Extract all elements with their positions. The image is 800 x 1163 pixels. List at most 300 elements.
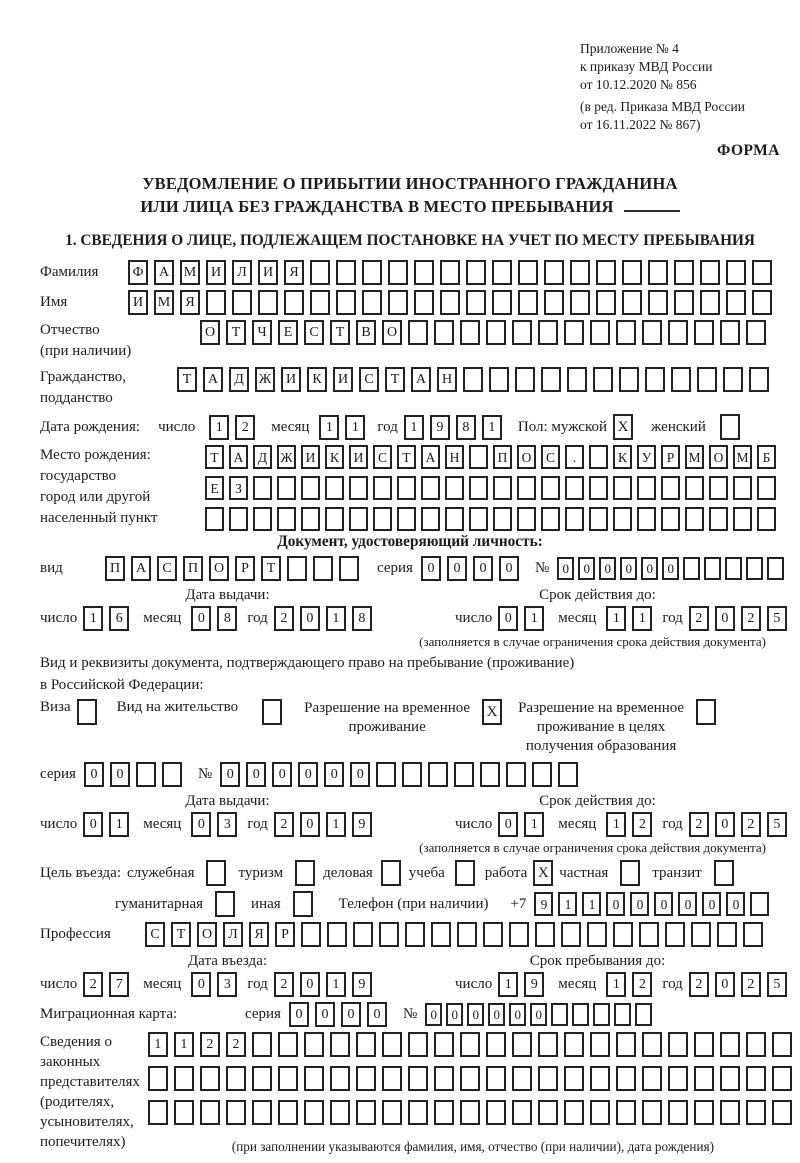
char-cell[interactable] xyxy=(330,1100,350,1125)
char-cell[interactable]: И xyxy=(258,260,278,285)
char-cell[interactable]: 1 xyxy=(326,606,346,631)
char-cell[interactable]: 0 xyxy=(498,606,518,631)
char-cell[interactable]: 0 xyxy=(421,556,441,581)
char-cell[interactable] xyxy=(226,1100,246,1125)
char-cell[interactable] xyxy=(301,507,320,531)
char-cell[interactable]: 2 xyxy=(741,972,761,997)
char-cell[interactable]: Б xyxy=(757,445,776,469)
char-cell[interactable] xyxy=(373,507,392,531)
char-cell[interactable] xyxy=(642,1066,662,1091)
char-cell[interactable] xyxy=(486,1032,506,1057)
char-cell[interactable] xyxy=(457,922,477,947)
char-cell[interactable]: 0 xyxy=(446,1003,463,1026)
char-cell[interactable]: 0 xyxy=(702,892,721,916)
char-cell[interactable]: 1 xyxy=(606,606,626,631)
char-cell[interactable]: Т xyxy=(205,445,224,469)
char-cell[interactable]: 1 xyxy=(606,972,626,997)
char-cell[interactable] xyxy=(535,922,555,947)
char-cell[interactable]: 0 xyxy=(715,972,735,997)
char-cell[interactable] xyxy=(408,1032,428,1057)
char-cell[interactable]: 0 xyxy=(599,557,616,580)
char-cell[interactable] xyxy=(746,320,766,345)
char-cell[interactable] xyxy=(726,260,746,285)
char-cell[interactable] xyxy=(746,1032,766,1057)
char-cell[interactable]: 0 xyxy=(678,892,697,916)
char-cell[interactable]: 1 xyxy=(148,1032,168,1057)
char-cell[interactable]: Т xyxy=(397,445,416,469)
char-cell[interactable] xyxy=(408,320,428,345)
char-cell[interactable]: 0 xyxy=(726,892,745,916)
char-cell[interactable] xyxy=(589,445,608,469)
char-cell[interactable] xyxy=(700,260,720,285)
char-cell[interactable]: 1 xyxy=(83,606,103,631)
char-cell[interactable] xyxy=(356,1032,376,1057)
char-cell[interactable]: 0 xyxy=(578,557,595,580)
char-cell[interactable] xyxy=(685,507,704,531)
char-cell[interactable]: 0 xyxy=(715,606,735,631)
char-cell[interactable]: Ж xyxy=(255,367,275,392)
char-cell[interactable] xyxy=(445,507,464,531)
char-cell[interactable] xyxy=(694,1032,714,1057)
char-cell[interactable] xyxy=(469,476,488,500)
char-cell[interactable] xyxy=(596,290,616,315)
char-cell[interactable]: 0 xyxy=(300,812,320,837)
char-cell[interactable] xyxy=(252,1100,272,1125)
char-cell[interactable] xyxy=(486,320,506,345)
char-cell[interactable]: М xyxy=(154,290,174,315)
char-cell[interactable] xyxy=(200,1100,220,1125)
char-cell[interactable] xyxy=(541,507,560,531)
char-cell[interactable] xyxy=(278,1100,298,1125)
char-cell[interactable] xyxy=(421,476,440,500)
char-cell[interactable] xyxy=(277,476,296,500)
char-cell[interactable] xyxy=(397,507,416,531)
char-cell[interactable]: 8 xyxy=(217,606,237,631)
char-cell[interactable] xyxy=(284,290,304,315)
char-cell[interactable] xyxy=(252,1032,272,1057)
char-cell[interactable] xyxy=(304,1066,324,1091)
char-cell[interactable] xyxy=(325,476,344,500)
char-cell[interactable] xyxy=(310,290,330,315)
char-cell[interactable] xyxy=(720,1066,740,1091)
char-cell[interactable] xyxy=(253,476,272,500)
char-cell[interactable] xyxy=(541,476,560,500)
char-cell[interactable]: Т xyxy=(177,367,197,392)
char-cell[interactable] xyxy=(226,1066,246,1091)
char-cell[interactable] xyxy=(772,1032,792,1057)
char-cell[interactable] xyxy=(460,1100,480,1125)
char-cell[interactable]: Е xyxy=(205,476,224,500)
char-cell[interactable] xyxy=(362,290,382,315)
char-cell[interactable] xyxy=(694,1100,714,1125)
char-cell[interactable]: Я xyxy=(180,290,200,315)
char-cell[interactable] xyxy=(480,762,500,787)
char-cell[interactable]: С xyxy=(304,320,324,345)
char-cell[interactable]: Ф xyxy=(128,260,148,285)
char-cell[interactable]: 3 xyxy=(217,972,237,997)
char-cell[interactable]: З xyxy=(229,476,248,500)
char-cell[interactable]: 0 xyxy=(191,972,211,997)
char-cell[interactable]: 0 xyxy=(630,892,649,916)
char-cell[interactable]: 0 xyxy=(488,1003,505,1026)
char-cell[interactable] xyxy=(746,557,763,580)
char-cell[interactable]: К xyxy=(307,367,327,392)
char-cell[interactable] xyxy=(642,1032,662,1057)
char-cell[interactable]: 2 xyxy=(632,812,652,837)
char-cell[interactable]: 0 xyxy=(350,762,370,787)
char-cell[interactable] xyxy=(408,1066,428,1091)
char-cell[interactable]: 1 xyxy=(209,415,229,440)
char-cell[interactable] xyxy=(463,367,483,392)
char-cell[interactable]: 2 xyxy=(689,812,709,837)
char-cell[interactable] xyxy=(258,290,278,315)
char-cell[interactable] xyxy=(278,1066,298,1091)
char-cell[interactable] xyxy=(397,476,416,500)
char-cell[interactable] xyxy=(493,507,512,531)
char-cell[interactable]: 2 xyxy=(741,812,761,837)
char-cell[interactable]: М xyxy=(180,260,200,285)
purpose-private-checkbox[interactable] xyxy=(620,860,640,886)
char-cell[interactable] xyxy=(709,507,728,531)
char-cell[interactable] xyxy=(733,507,752,531)
temp-residence-edu-checkbox[interactable] xyxy=(696,699,716,725)
char-cell[interactable] xyxy=(704,557,721,580)
char-cell[interactable]: О xyxy=(209,556,229,581)
char-cell[interactable] xyxy=(512,1066,532,1091)
char-cell[interactable] xyxy=(304,1032,324,1057)
char-cell[interactable]: 0 xyxy=(341,1002,361,1027)
char-cell[interactable]: 0 xyxy=(641,557,658,580)
char-cell[interactable] xyxy=(613,922,633,947)
char-cell[interactable] xyxy=(512,1032,532,1057)
char-cell[interactable] xyxy=(570,290,590,315)
char-cell[interactable] xyxy=(492,260,512,285)
char-cell[interactable]: 1 xyxy=(326,972,346,997)
char-cell[interactable]: 0 xyxy=(220,762,240,787)
char-cell[interactable] xyxy=(382,1032,402,1057)
char-cell[interactable]: С xyxy=(359,367,379,392)
char-cell[interactable] xyxy=(136,762,156,787)
char-cell[interactable] xyxy=(148,1066,168,1091)
char-cell[interactable] xyxy=(589,507,608,531)
char-cell[interactable] xyxy=(685,476,704,500)
char-cell[interactable] xyxy=(356,1066,376,1091)
char-cell[interactable] xyxy=(733,476,752,500)
char-cell[interactable] xyxy=(434,320,454,345)
char-cell[interactable]: 0 xyxy=(509,1003,526,1026)
char-cell[interactable]: 1 xyxy=(174,1032,194,1057)
char-cell[interactable]: Д xyxy=(229,367,249,392)
char-cell[interactable] xyxy=(694,320,714,345)
char-cell[interactable]: 2 xyxy=(235,415,255,440)
char-cell[interactable]: О xyxy=(200,320,220,345)
char-cell[interactable] xyxy=(373,476,392,500)
char-cell[interactable] xyxy=(746,1066,766,1091)
char-cell[interactable] xyxy=(174,1066,194,1091)
char-cell[interactable]: 8 xyxy=(456,415,476,440)
char-cell[interactable]: 0 xyxy=(191,812,211,837)
char-cell[interactable] xyxy=(614,1003,631,1026)
char-cell[interactable] xyxy=(637,476,656,500)
residence-permit-checkbox[interactable] xyxy=(262,699,282,725)
char-cell[interactable] xyxy=(356,1100,376,1125)
char-cell[interactable]: Н xyxy=(437,367,457,392)
char-cell[interactable]: 0 xyxy=(84,762,104,787)
char-cell[interactable] xyxy=(616,1100,636,1125)
char-cell[interactable]: Я xyxy=(249,922,269,947)
char-cell[interactable] xyxy=(517,476,536,500)
char-cell[interactable]: 9 xyxy=(430,415,450,440)
char-cell[interactable] xyxy=(327,922,347,947)
char-cell[interactable]: О xyxy=(709,445,728,469)
char-cell[interactable] xyxy=(512,1100,532,1125)
char-cell[interactable]: 1 xyxy=(326,812,346,837)
char-cell[interactable]: Т xyxy=(385,367,405,392)
char-cell[interactable] xyxy=(517,507,536,531)
char-cell[interactable]: А xyxy=(154,260,174,285)
char-cell[interactable] xyxy=(648,260,668,285)
temp-residence-checkbox[interactable]: X xyxy=(482,699,502,725)
female-checkbox[interactable] xyxy=(720,414,740,440)
char-cell[interactable]: 0 xyxy=(300,606,320,631)
char-cell[interactable]: 0 xyxy=(246,762,266,787)
char-cell[interactable]: 7 xyxy=(109,972,129,997)
char-cell[interactable] xyxy=(538,1032,558,1057)
char-cell[interactable] xyxy=(431,922,451,947)
char-cell[interactable] xyxy=(757,476,776,500)
char-cell[interactable]: 1 xyxy=(582,892,601,916)
char-cell[interactable] xyxy=(414,260,434,285)
purpose-business-checkbox[interactable] xyxy=(381,860,401,886)
char-cell[interactable]: Я xyxy=(284,260,304,285)
char-cell[interactable]: К xyxy=(613,445,632,469)
char-cell[interactable]: М xyxy=(733,445,752,469)
char-cell[interactable]: Н xyxy=(445,445,464,469)
char-cell[interactable]: 0 xyxy=(654,892,673,916)
char-cell[interactable]: 0 xyxy=(499,556,519,581)
char-cell[interactable] xyxy=(229,507,248,531)
char-cell[interactable] xyxy=(572,1003,589,1026)
char-cell[interactable] xyxy=(466,260,486,285)
char-cell[interactable]: Р xyxy=(235,556,255,581)
char-cell[interactable]: К xyxy=(325,445,344,469)
char-cell[interactable] xyxy=(515,367,535,392)
char-cell[interactable] xyxy=(301,476,320,500)
char-cell[interactable] xyxy=(752,260,772,285)
char-cell[interactable] xyxy=(408,1100,428,1125)
char-cell[interactable] xyxy=(489,367,509,392)
char-cell[interactable] xyxy=(162,762,182,787)
char-cell[interactable]: 0 xyxy=(110,762,130,787)
char-cell[interactable] xyxy=(434,1032,454,1057)
char-cell[interactable] xyxy=(570,260,590,285)
char-cell[interactable] xyxy=(752,290,772,315)
char-cell[interactable] xyxy=(330,1066,350,1091)
char-cell[interactable]: 9 xyxy=(534,892,553,916)
char-cell[interactable] xyxy=(671,367,691,392)
char-cell[interactable] xyxy=(428,762,448,787)
char-cell[interactable] xyxy=(694,1066,714,1091)
char-cell[interactable] xyxy=(668,1100,688,1125)
char-cell[interactable]: Ч xyxy=(252,320,272,345)
char-cell[interactable] xyxy=(558,762,578,787)
char-cell[interactable] xyxy=(232,290,252,315)
char-cell[interactable] xyxy=(613,507,632,531)
char-cell[interactable] xyxy=(445,476,464,500)
char-cell[interactable] xyxy=(544,290,564,315)
char-cell[interactable] xyxy=(565,507,584,531)
char-cell[interactable] xyxy=(616,320,636,345)
char-cell[interactable] xyxy=(330,1032,350,1057)
char-cell[interactable] xyxy=(564,1066,584,1091)
char-cell[interactable] xyxy=(587,922,607,947)
char-cell[interactable] xyxy=(720,320,740,345)
char-cell[interactable]: 0 xyxy=(662,557,679,580)
char-cell[interactable]: 2 xyxy=(200,1032,220,1057)
char-cell[interactable] xyxy=(697,367,717,392)
char-cell[interactable]: Т xyxy=(226,320,246,345)
char-cell[interactable] xyxy=(466,290,486,315)
char-cell[interactable] xyxy=(567,367,587,392)
char-cell[interactable] xyxy=(376,762,396,787)
char-cell[interactable]: 9 xyxy=(524,972,544,997)
char-cell[interactable]: 2 xyxy=(83,972,103,997)
char-cell[interactable] xyxy=(590,1066,610,1091)
male-checkbox[interactable]: X xyxy=(613,414,633,440)
char-cell[interactable] xyxy=(349,476,368,500)
char-cell[interactable] xyxy=(743,922,763,947)
char-cell[interactable] xyxy=(313,556,333,581)
char-cell[interactable]: П xyxy=(183,556,203,581)
char-cell[interactable]: 1 xyxy=(498,972,518,997)
char-cell[interactable]: 1 xyxy=(632,606,652,631)
char-cell[interactable]: 1 xyxy=(524,606,544,631)
visa-checkbox[interactable] xyxy=(77,699,97,725)
char-cell[interactable]: С xyxy=(373,445,392,469)
char-cell[interactable] xyxy=(645,367,665,392)
char-cell[interactable] xyxy=(336,260,356,285)
char-cell[interactable] xyxy=(301,922,321,947)
char-cell[interactable]: И xyxy=(301,445,320,469)
char-cell[interactable] xyxy=(512,320,532,345)
purpose-humanitarian-checkbox[interactable] xyxy=(215,891,235,917)
char-cell[interactable] xyxy=(665,922,685,947)
purpose-transit-checkbox[interactable] xyxy=(714,860,734,886)
purpose-tourism-checkbox[interactable] xyxy=(295,860,315,886)
char-cell[interactable]: Е xyxy=(278,320,298,345)
char-cell[interactable] xyxy=(668,1066,688,1091)
char-cell[interactable] xyxy=(616,1066,636,1091)
purpose-other-checkbox[interactable] xyxy=(293,891,313,917)
char-cell[interactable]: 0 xyxy=(315,1002,335,1027)
char-cell[interactable]: 0 xyxy=(467,1003,484,1026)
char-cell[interactable] xyxy=(564,1032,584,1057)
char-cell[interactable] xyxy=(205,507,224,531)
char-cell[interactable] xyxy=(674,260,694,285)
char-cell[interactable]: 0 xyxy=(324,762,344,787)
char-cell[interactable] xyxy=(382,1100,402,1125)
char-cell[interactable] xyxy=(593,367,613,392)
char-cell[interactable]: П xyxy=(493,445,512,469)
char-cell[interactable] xyxy=(772,1066,792,1091)
char-cell[interactable]: В xyxy=(356,320,376,345)
char-cell[interactable]: 0 xyxy=(473,556,493,581)
char-cell[interactable]: О xyxy=(382,320,402,345)
char-cell[interactable]: 9 xyxy=(352,812,372,837)
char-cell[interactable]: А xyxy=(229,445,248,469)
char-cell[interactable]: 1 xyxy=(345,415,365,440)
char-cell[interactable]: И xyxy=(206,260,226,285)
char-cell[interactable] xyxy=(648,290,668,315)
char-cell[interactable]: Т xyxy=(261,556,281,581)
char-cell[interactable] xyxy=(405,922,425,947)
char-cell[interactable] xyxy=(469,445,488,469)
char-cell[interactable]: А xyxy=(203,367,223,392)
char-cell[interactable]: У xyxy=(637,445,656,469)
char-cell[interactable]: И xyxy=(349,445,368,469)
char-cell[interactable] xyxy=(619,367,639,392)
char-cell[interactable] xyxy=(325,507,344,531)
char-cell[interactable]: 1 xyxy=(404,415,424,440)
char-cell[interactable]: Д xyxy=(253,445,272,469)
char-cell[interactable]: 0 xyxy=(83,812,103,837)
char-cell[interactable] xyxy=(339,556,359,581)
purpose-work-checkbox[interactable]: X xyxy=(533,860,553,886)
char-cell[interactable]: И xyxy=(128,290,148,315)
char-cell[interactable]: 0 xyxy=(367,1002,387,1027)
char-cell[interactable] xyxy=(635,1003,652,1026)
char-cell[interactable] xyxy=(460,1032,480,1057)
char-cell[interactable] xyxy=(518,290,538,315)
char-cell[interactable] xyxy=(639,922,659,947)
char-cell[interactable] xyxy=(278,1032,298,1057)
char-cell[interactable] xyxy=(362,260,382,285)
char-cell[interactable] xyxy=(493,476,512,500)
char-cell[interactable] xyxy=(637,507,656,531)
char-cell[interactable] xyxy=(492,290,512,315)
char-cell[interactable]: 6 xyxy=(109,606,129,631)
char-cell[interactable] xyxy=(174,1100,194,1125)
char-cell[interactable]: 0 xyxy=(272,762,292,787)
char-cell[interactable]: 5 xyxy=(767,812,787,837)
char-cell[interactable] xyxy=(336,290,356,315)
char-cell[interactable] xyxy=(668,1032,688,1057)
char-cell[interactable] xyxy=(551,1003,568,1026)
char-cell[interactable]: 0 xyxy=(530,1003,547,1026)
char-cell[interactable] xyxy=(564,1100,584,1125)
char-cell[interactable] xyxy=(206,290,226,315)
char-cell[interactable] xyxy=(590,320,610,345)
char-cell[interactable] xyxy=(287,556,307,581)
char-cell[interactable]: Л xyxy=(232,260,252,285)
char-cell[interactable] xyxy=(613,476,632,500)
char-cell[interactable]: 8 xyxy=(352,606,372,631)
char-cell[interactable] xyxy=(440,260,460,285)
char-cell[interactable] xyxy=(757,507,776,531)
char-cell[interactable] xyxy=(388,260,408,285)
char-cell[interactable]: Р xyxy=(275,922,295,947)
char-cell[interactable]: 2 xyxy=(689,606,709,631)
char-cell[interactable]: Ж xyxy=(277,445,296,469)
char-cell[interactable]: А xyxy=(131,556,151,581)
char-cell[interactable] xyxy=(538,1066,558,1091)
char-cell[interactable]: 2 xyxy=(274,812,294,837)
char-cell[interactable] xyxy=(750,892,769,916)
char-cell[interactable]: 1 xyxy=(319,415,339,440)
char-cell[interactable] xyxy=(709,476,728,500)
char-cell[interactable] xyxy=(589,476,608,500)
char-cell[interactable]: 2 xyxy=(689,972,709,997)
